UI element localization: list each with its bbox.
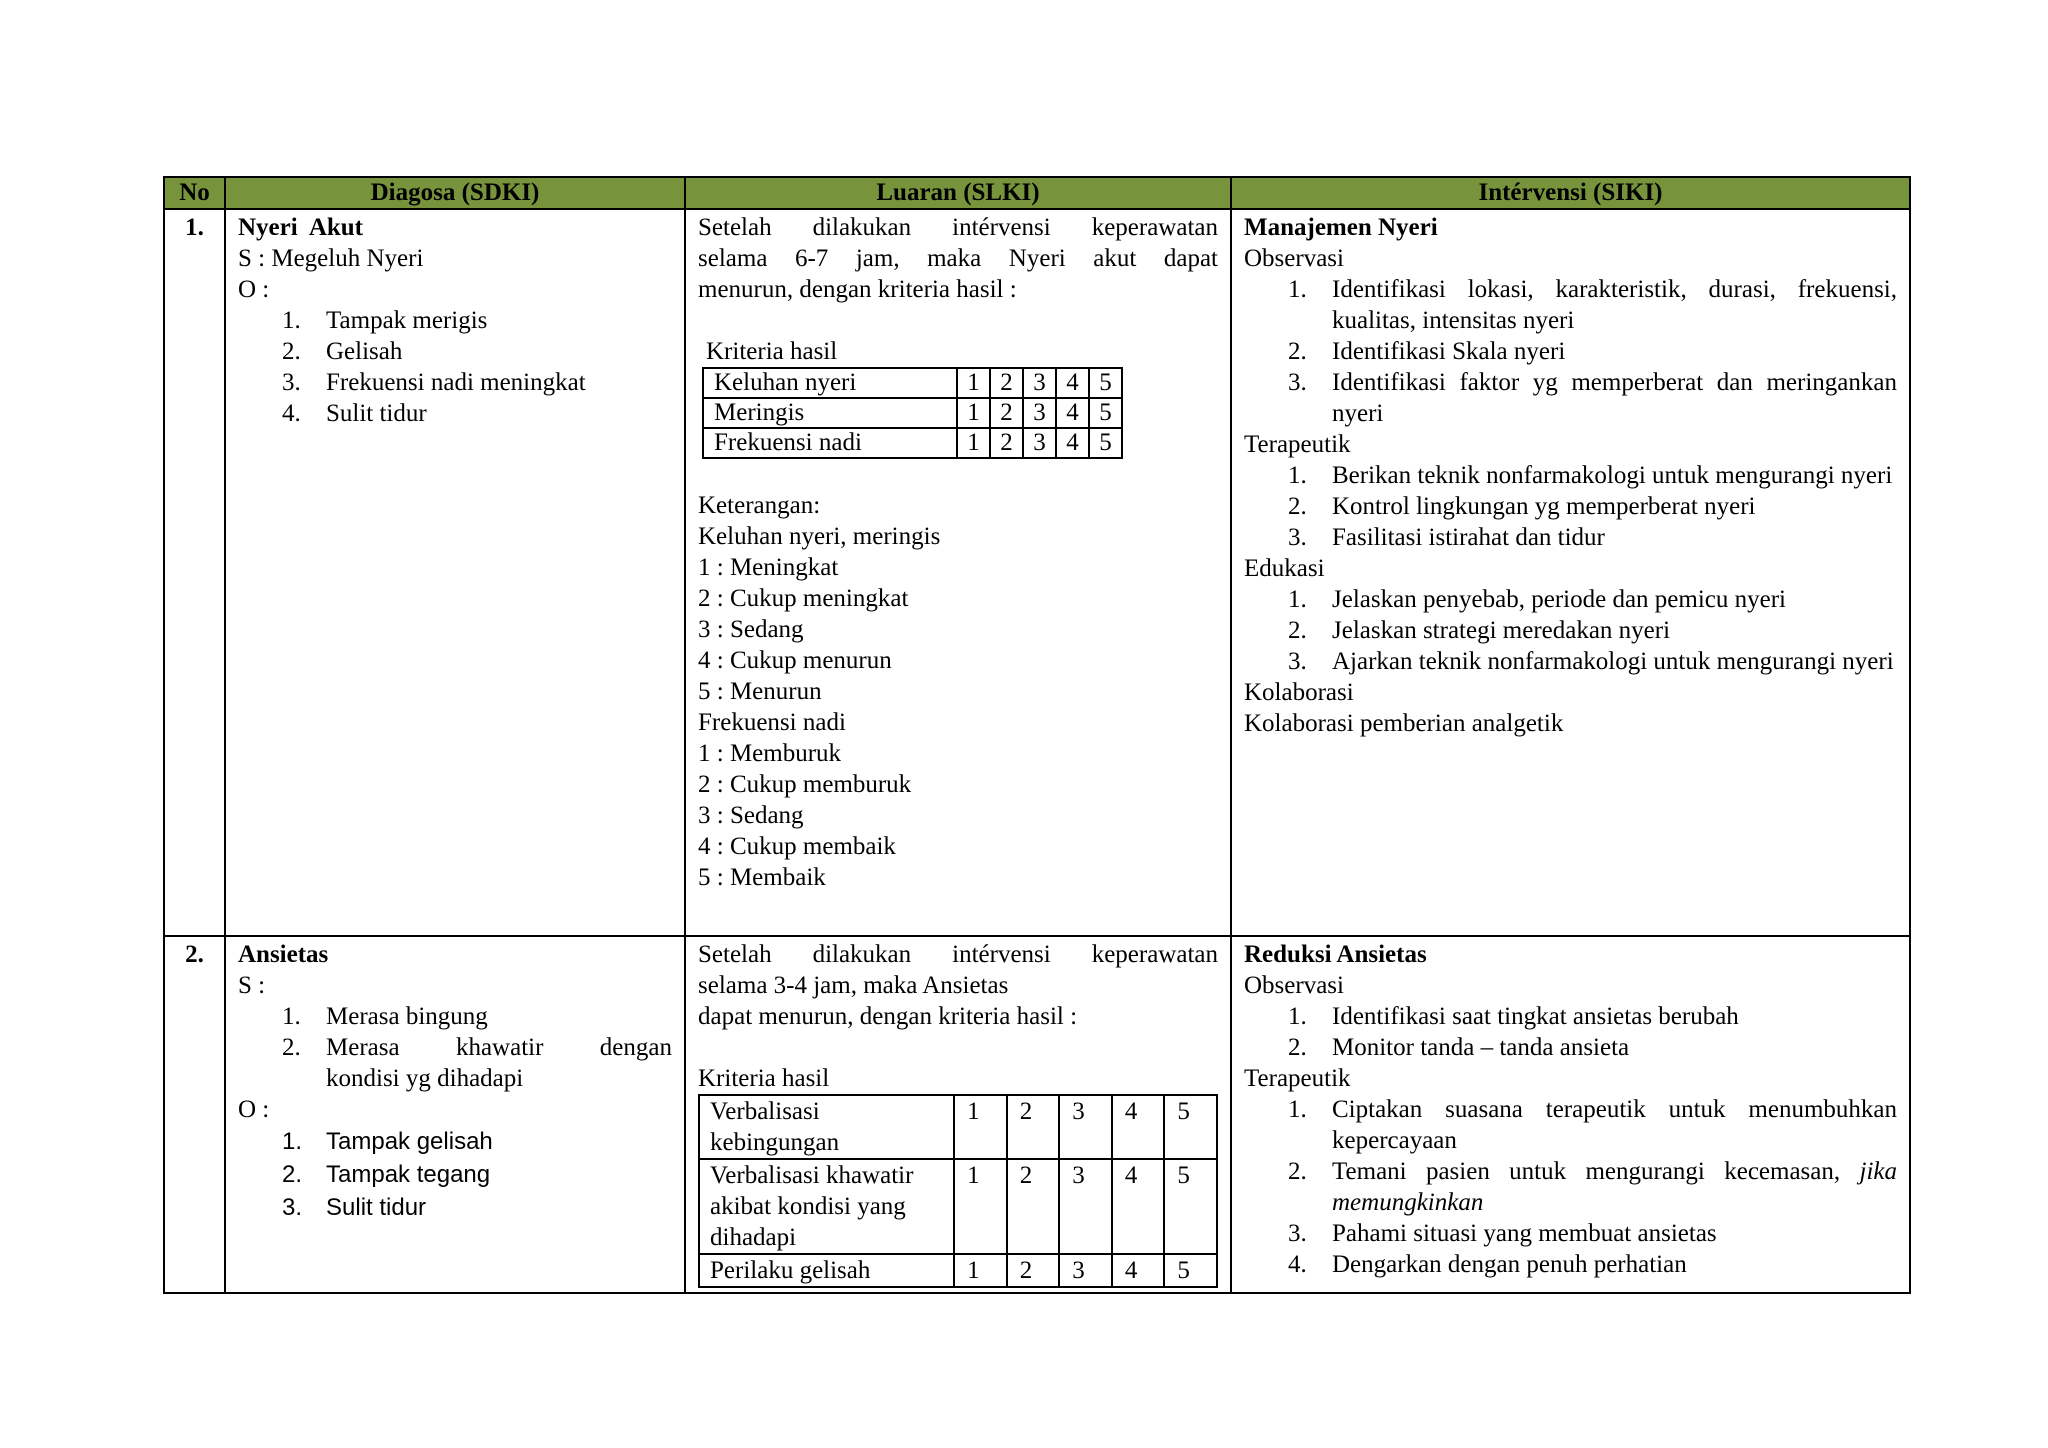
luaran-intro: Setelah dilakukan intérvensi keperawatan — [698, 941, 1218, 968]
subjective-label: S : Megeluh Nyeri — [238, 245, 424, 272]
keterangan-line: 3 : Sedang — [698, 616, 804, 643]
scale-cell: 2 — [990, 368, 1023, 398]
objective-list — [238, 305, 672, 429]
scale-cell: 5 — [1089, 398, 1122, 428]
header-diagnosa: Diagosa (SDKI) — [225, 177, 685, 209]
care-plan-table — [163, 176, 1911, 1294]
kriteria-name: Verbalisasi kebingungan — [699, 1095, 954, 1159]
kriteria-name: Frekuensi nadi — [703, 428, 957, 458]
subjective-label: S : — [238, 972, 266, 999]
keterangan-line: 1 : Meningkat — [698, 554, 839, 581]
list-item: 2. Monitor tanda – tanda ansieta — [1288, 1034, 1630, 1061]
row-number: 1. — [164, 209, 225, 936]
table-row — [703, 368, 1122, 398]
table-row — [703, 428, 1122, 458]
table-row — [164, 936, 1910, 1293]
keterangan-line: 5 : Membaik — [698, 864, 826, 891]
objective-list — [238, 1125, 672, 1224]
kriteria-name: Verbalisasi khawatir akibat kondisi yang dihadapi — [699, 1159, 954, 1254]
list-item: 1. Ciptakan suasana terapeutik untuk menumbuhkan kepercayaan — [1288, 1096, 1897, 1154]
terapeutik-label: Terapeutik — [1244, 431, 1351, 458]
scale-cell: 4 — [1112, 1095, 1165, 1159]
list-item: 3. Identifikasi faktor yg memperberat dan meringankan nyeri — [1288, 369, 1897, 427]
list-item: 2. Identifikasi Skala nyeri — [1288, 338, 1566, 365]
scale-cell: 3 — [1023, 368, 1056, 398]
scale-cell: 2 — [1007, 1254, 1060, 1287]
scale-cell: 2 — [1007, 1095, 1060, 1159]
list-item: 3. Frekuensi nadi meningkat — [282, 369, 586, 396]
kolaborasi-label: Kolaborasi — [1244, 679, 1354, 706]
terapeutik-list — [1244, 1094, 1897, 1280]
scale-cell: 3 — [1023, 398, 1056, 428]
keterangan-line: 4 : Cukup menurun — [698, 647, 892, 674]
intervensi-cell — [1231, 936, 1910, 1293]
keterangan-line: 2 : Cukup memburuk — [698, 771, 912, 798]
keterangan-block — [698, 490, 1218, 893]
edukasi-label: Edukasi — [1244, 555, 1325, 582]
keterangan-line: 3 : Sedang — [698, 802, 804, 829]
list-item: 3. Fasilitasi istirahat dan tidur — [1288, 524, 1605, 551]
table-row — [703, 398, 1122, 428]
scale-cell: 3 — [1023, 428, 1056, 458]
kriteria-label: Kriteria hasil — [698, 1065, 830, 1092]
keterangan-line: Keluhan nyeri, meringis — [698, 523, 941, 550]
list-item: 2. Merasa khawatir dengan kondisi yg dihadapi — [282, 1034, 672, 1092]
list-item: 2. Temani pasien untuk mengurangi kecemasan, jika memungkinkan — [1288, 1158, 1897, 1216]
observasi-list — [1244, 1001, 1897, 1063]
kriteria-table — [698, 1094, 1218, 1288]
kriteria-label: Kriteria hasil — [706, 338, 838, 365]
scale-cell: 3 — [1059, 1095, 1112, 1159]
intervensi-title: Reduksi Ansietas — [1244, 941, 1427, 968]
scale-cell: 4 — [1056, 398, 1089, 428]
scale-cell: 2 — [990, 428, 1023, 458]
objective-label: O : — [238, 1096, 270, 1123]
kriteria-table — [702, 367, 1123, 459]
scale-cell: 5 — [1164, 1095, 1217, 1159]
table-row — [699, 1254, 1217, 1287]
luaran-intro: selama 6-7 jam, maka Nyeri akut dapat — [698, 245, 1218, 272]
scale-cell: 5 — [1164, 1159, 1217, 1254]
terapeutik-list — [1244, 460, 1897, 553]
scale-cell: 4 — [1056, 428, 1089, 458]
table-row — [164, 209, 1910, 936]
header-no: No — [164, 177, 225, 209]
keterangan-line: Keterangan: — [698, 492, 821, 519]
scale-cell: 1 — [954, 1254, 1007, 1287]
keterangan-line: 4 : Cukup membaik — [698, 833, 896, 860]
scale-cell: 3 — [1059, 1159, 1112, 1254]
scale-cell: 1 — [954, 1095, 1007, 1159]
list-item: 1. Jelaskan penyebab, periode dan pemicu nyeri — [1288, 586, 1786, 613]
list-item: 1. Identifikasi saat tingkat ansietas berubah — [1288, 1003, 1739, 1030]
list-item: 2. Tampak tegang — [282, 1161, 491, 1188]
scale-cell: 4 — [1112, 1159, 1165, 1254]
observasi-label: Observasi — [1244, 245, 1344, 272]
scale-cell: 2 — [1007, 1159, 1060, 1254]
terapeutik-label: Terapeutik — [1244, 1065, 1351, 1092]
edukasi-list — [1244, 584, 1897, 677]
list-item: 3. Sulit tidur — [282, 1194, 427, 1221]
observasi-list — [1244, 274, 1897, 429]
list-item: 1. Tampak gelisah — [282, 1128, 493, 1155]
subjective-list — [238, 1001, 672, 1094]
luaran-cell — [685, 209, 1231, 936]
diagnosa-title: Nyeri Akut — [238, 214, 363, 241]
list-item: 2. Kontrol lingkungan yg memperberat nyeri — [1288, 493, 1756, 520]
kriteria-name: Perilaku gelisah — [699, 1254, 954, 1287]
scale-cell: 3 — [1059, 1254, 1112, 1287]
keterangan-line: Frekuensi nadi — [698, 709, 846, 736]
list-item: 4. Dengarkan dengan penuh perhatian — [1288, 1251, 1687, 1278]
list-item: 2. Jelaskan strategi meredakan nyeri — [1288, 617, 1671, 644]
diagnosa-title: Ansietas — [238, 941, 329, 968]
scale-cell: 1 — [957, 398, 990, 428]
scale-cell: 4 — [1056, 368, 1089, 398]
luaran-intro: selama 3-4 jam, maka Ansietas — [698, 972, 1009, 999]
scale-cell: 1 — [957, 368, 990, 398]
observasi-label: Observasi — [1244, 972, 1344, 999]
table-row — [699, 1159, 1217, 1254]
kolaborasi-text: Kolaborasi pemberian analgetik — [1244, 710, 1564, 737]
scale-cell: 5 — [1164, 1254, 1217, 1287]
keterangan-line: 1 : Memburuk — [698, 740, 842, 767]
header-luaran: Luaran (SLKI) — [685, 177, 1231, 209]
header-intervensi: Intérvensi (SIKI) — [1231, 177, 1910, 209]
luaran-cell — [685, 936, 1231, 1293]
list-item: 4. Sulit tidur — [282, 400, 427, 427]
scale-cell: 5 — [1089, 368, 1122, 398]
scale-cell: 1 — [957, 428, 990, 458]
list-item: 1. Identifikasi lokasi, karakteristik, durasi, frekuensi, kualitas, intensitas nyeri — [1288, 276, 1897, 334]
scale-cell: 4 — [1112, 1254, 1165, 1287]
intervensi-title: Manajemen Nyeri — [1244, 214, 1438, 241]
kriteria-name: Meringis — [703, 398, 957, 428]
intervensi-cell — [1231, 209, 1910, 936]
luaran-intro: dapat menurun, dengan kriteria hasil : — [698, 1003, 1078, 1030]
list-item: 3. Ajarkan teknik nonfarmakologi untuk mengurangi nyeri — [1288, 648, 1894, 675]
luaran-intro: menurun, dengan kriteria hasil : — [698, 276, 1017, 303]
luaran-intro: Setelah dilakukan intérvensi keperawatan — [698, 214, 1218, 241]
list-item: 3. Pahami situasi yang membuat ansietas — [1288, 1220, 1717, 1247]
objective-label: O : — [238, 276, 270, 303]
table-row — [699, 1095, 1217, 1159]
list-item: 2. Gelisah — [282, 338, 403, 365]
keterangan-line: 2 : Cukup meningkat — [698, 585, 909, 612]
row-number: 2. — [164, 936, 225, 1293]
diagnosa-cell — [225, 209, 685, 936]
list-item: 1. Berikan teknik nonfarmakologi untuk mengurangi nyeri — [1288, 462, 1893, 489]
kriteria-name: Keluhan nyeri — [703, 368, 957, 398]
diagnosa-cell — [225, 936, 685, 1293]
list-item: 1. Merasa bingung — [282, 1003, 488, 1030]
scale-cell: 1 — [954, 1159, 1007, 1254]
scale-cell: 2 — [990, 398, 1023, 428]
header-row — [164, 177, 1910, 209]
keterangan-line: 5 : Menurun — [698, 678, 822, 705]
list-item: 1. Tampak merigis — [282, 307, 488, 334]
scale-cell: 5 — [1089, 428, 1122, 458]
